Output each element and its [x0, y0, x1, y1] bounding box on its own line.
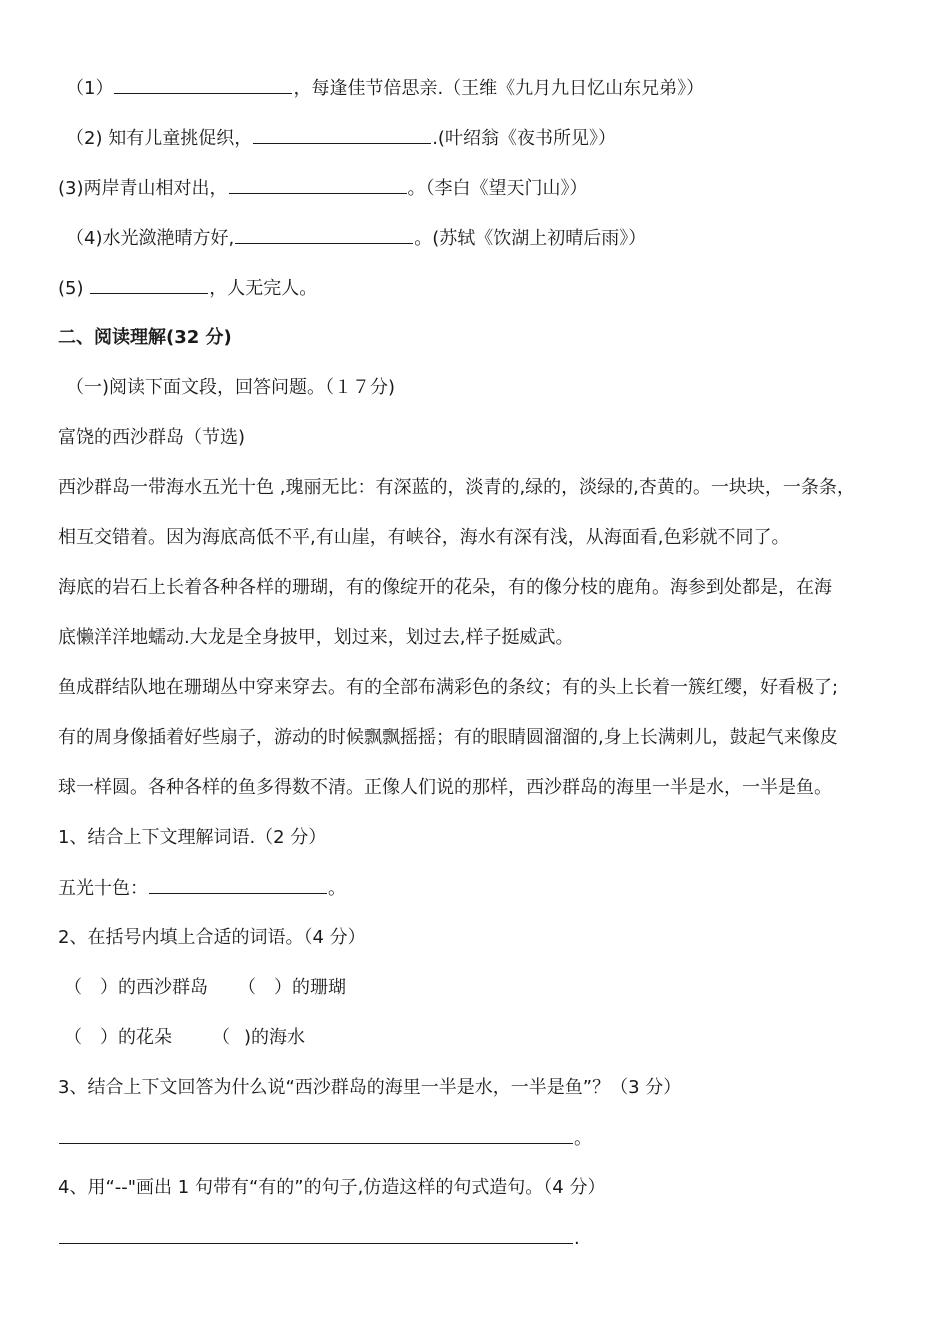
poem-fill-4: [66, 225, 892, 252]
question-3: 3、结合上下文回答为什么说“西沙群岛的海里一半是水，一半是鱼”？（3 分）: [58, 1077, 682, 1098]
question-3-answer: [58, 1125, 892, 1152]
section-heading: 二、阅读理解(32 分): [58, 327, 232, 348]
answer-blank-2[interactable]: [253, 125, 431, 144]
question-4: 4、用“--"画出 1 句带有“有的”的句子,仿造这样的句式造句。（4 分）: [58, 1177, 606, 1198]
paren-open: （: [64, 1027, 82, 1048]
poem-fill-5-suffix: ，人无完人。: [209, 278, 318, 299]
passage-line: 相互交错着。因为海底高低不平,有山崖，有峡谷，海水有深有浅，从海面看,色彩就不同了。: [58, 527, 790, 548]
paren-open: （: [64, 977, 82, 998]
poem-fill-4-prefix: （4)水光潋滟晴方好,: [66, 228, 235, 249]
passage-line: 海底的岩石上长着各种各样的珊瑚，有的像绽开的花朵，有的像分枝的鹿角。海参到处都是，在海: [58, 577, 832, 598]
poem-fill-4-suffix: 。(苏轼《饮湖上初晴后雨》）: [414, 228, 647, 249]
answer-blank-4[interactable]: [235, 225, 413, 244]
passage-line: 有的周身像插着好些扇子，游动的时候飘飘摇摇；有的眼睛圆溜溜的,身上长满刺儿，鼓起气来像皮: [58, 727, 838, 748]
paren-label: ）的西沙群岛: [100, 977, 208, 998]
poem-fill-2-suffix: .(叶绍翁《夜书所见》）: [432, 128, 616, 149]
paren-label: ）的珊瑚: [274, 977, 346, 998]
answer-blank-q4[interactable]: [59, 1225, 573, 1244]
paren-open: （: [238, 977, 256, 998]
question-1: 1、结合上下文理解词语.（2 分）: [58, 827, 327, 848]
question-4-answer-suffix: .: [574, 1228, 580, 1249]
passage-line: 鱼成群结队地在珊瑚丛中穿来穿去。有的全部布满彩色的条纹；有的头上长着一簇红缨，好看极了;: [58, 677, 839, 698]
question-1-answer-prefix: 五光十色：: [58, 878, 148, 899]
answer-blank-1[interactable]: [114, 75, 292, 94]
poem-fill-2: [66, 125, 892, 152]
paren-open: （: [212, 1027, 230, 1048]
question-3-answer-suffix: 。: [574, 1128, 592, 1149]
poem-fill-1: [66, 75, 892, 102]
answer-blank-5[interactable]: [90, 275, 208, 294]
answer-blank-q3[interactable]: [59, 1125, 573, 1144]
passage-title: 富饶的西沙群岛（节选): [58, 427, 246, 448]
question-2: 2、在括号内填上合适的词语。（4 分）: [58, 927, 366, 948]
question-1-answer: [58, 875, 892, 902]
part-intro: （一)阅读下面文段，回答问题。（１７分): [66, 377, 396, 398]
poem-fill-2-prefix: （2) 知有儿童挑促织，: [66, 128, 253, 149]
poem-fill-3-suffix: 。（李白《望天门山》）: [407, 178, 588, 199]
poem-fill-5-prefix: (5): [58, 278, 90, 299]
answer-blank-q1[interactable]: [149, 875, 327, 894]
question-1-answer-suffix: 。: [328, 878, 346, 899]
question-4-answer: [58, 1225, 892, 1252]
poem-fill-1-prefix: （1）: [66, 78, 114, 99]
question-2-row-1: [64, 975, 892, 1001]
poem-fill-5: [58, 275, 892, 302]
poem-fill-3-prefix: (3)两岸青山相对出，: [58, 178, 228, 199]
paren-label: )的海水: [244, 1027, 306, 1048]
passage-line: 球一样圆。各种各样的鱼多得数不清。正像人们说的那样，西沙群岛的海里一半是水，一半是鱼。: [58, 777, 832, 798]
passage-line: 西沙群岛一带海水五光十色 ,瑰丽无比：有深蓝的，淡青的,绿的，淡绿的,杏黄的。一块块，一条条，: [58, 477, 855, 498]
poem-fill-1-suffix: ，每逢佳节倍思亲.（王维《九月九日忆山东兄弟》）: [293, 78, 705, 99]
paren-label: ）的花朵: [100, 1027, 172, 1048]
question-2-row-2: [64, 1025, 892, 1051]
poem-fill-3: [58, 175, 892, 202]
answer-blank-3[interactable]: [229, 175, 407, 194]
passage-line: 底懒洋洋地蠕动.大龙是全身披甲，划过来，划过去,样子挺威武。: [58, 627, 574, 648]
